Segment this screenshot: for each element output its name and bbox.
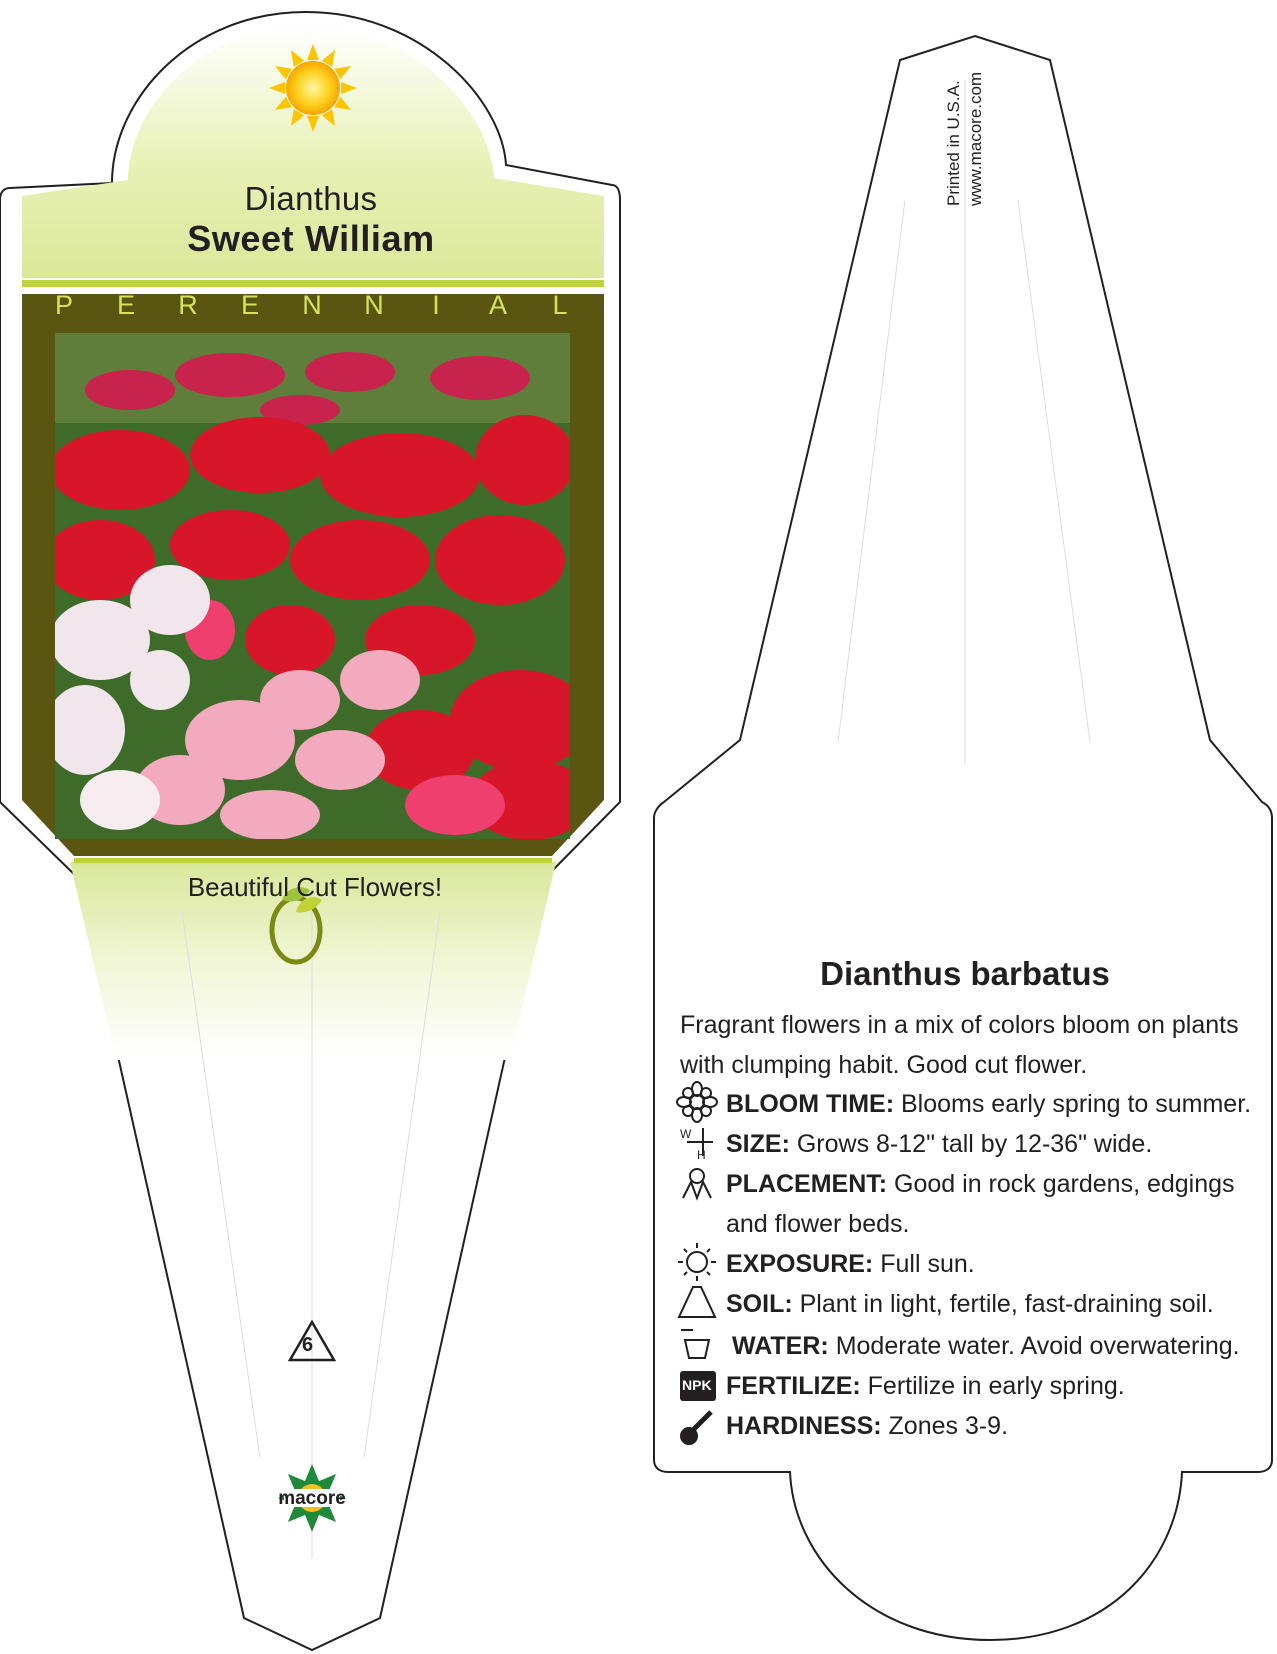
attribute-text: Moderate water. Avoid overwatering.: [828, 1332, 1240, 1360]
attribute-text: Full sun.: [873, 1250, 975, 1278]
attribute-label: FERTILIZE:: [726, 1372, 861, 1400]
brand-name: macore: [278, 1488, 346, 1509]
attribute-label: WATER:: [732, 1332, 829, 1360]
flower-photo: [45, 333, 590, 840]
attribute-text: Blooms early spring to summer.: [894, 1090, 1252, 1118]
attribute-hardiness: [680, 1406, 1256, 1446]
attribute-size: [680, 1124, 1256, 1164]
banner-letter: L: [552, 290, 568, 320]
species-name: Dianthus: [244, 180, 378, 217]
banner-letter: P: [54, 290, 73, 320]
attribute-label: BLOOM TIME:: [726, 1090, 895, 1118]
cultivar-name: Sweet William: [187, 218, 435, 259]
attribute-fertilize: [680, 1366, 1256, 1406]
size-icon-width-letter: W: [680, 1127, 692, 1141]
banner-letter: R: [178, 290, 198, 320]
plant-description: Fragrant flowers in a mix of colors bloom on plants with clumping habit. Good cut flower.: [680, 1011, 1239, 1079]
banner-letter: I: [432, 290, 440, 320]
size-icon-height-letter: H: [697, 1148, 706, 1162]
npk-icon-label: NPK: [682, 1377, 712, 1393]
tagline-divider: [74, 858, 552, 863]
attribute-label: EXPOSURE:: [726, 1250, 874, 1278]
attribute-label: SIZE:: [726, 1130, 790, 1158]
attribute-label: SOIL:: [726, 1290, 793, 1318]
attribute-text: Plant in light, fertile, fast-draining soil.: [792, 1290, 1214, 1318]
banner-letter: N: [302, 290, 322, 320]
banner-letter: E: [240, 290, 259, 320]
perennial-banner: [52, 290, 572, 321]
printed-in: Printed in U.S.A.: [944, 80, 963, 206]
attribute-label: HARDINESS:: [726, 1412, 882, 1440]
attribute-water: [680, 1326, 1256, 1366]
attribute-text: Grows 8-12" tall by 12-36" wide.: [789, 1130, 1153, 1158]
attribute-placement: [680, 1164, 1256, 1244]
attribute-text: Good in rock gardens, edgings and flower beds.: [726, 1170, 1235, 1238]
title-divider: [22, 280, 604, 287]
product-title: [0, 180, 680, 260]
recycle-number: 6: [302, 1334, 314, 1356]
botanical-name: Dianthus barbatus: [820, 955, 1110, 992]
attribute-bloom-time: [680, 1084, 1256, 1124]
attribute-label: PLACEMENT:: [726, 1170, 888, 1198]
attribute-text: Zones 3-9.: [881, 1412, 1009, 1440]
tagline: Beautiful Cut Flowers!: [187, 872, 443, 902]
attribute-exposure: [680, 1244, 1256, 1284]
attribute-soil: [680, 1284, 1256, 1324]
attribute-text: Fertilize in early spring.: [860, 1372, 1125, 1400]
banner-letter: E: [116, 290, 135, 320]
banner-letter: A: [488, 290, 507, 320]
banner-letter: N: [364, 290, 384, 320]
website: www.macore.com: [966, 71, 985, 206]
